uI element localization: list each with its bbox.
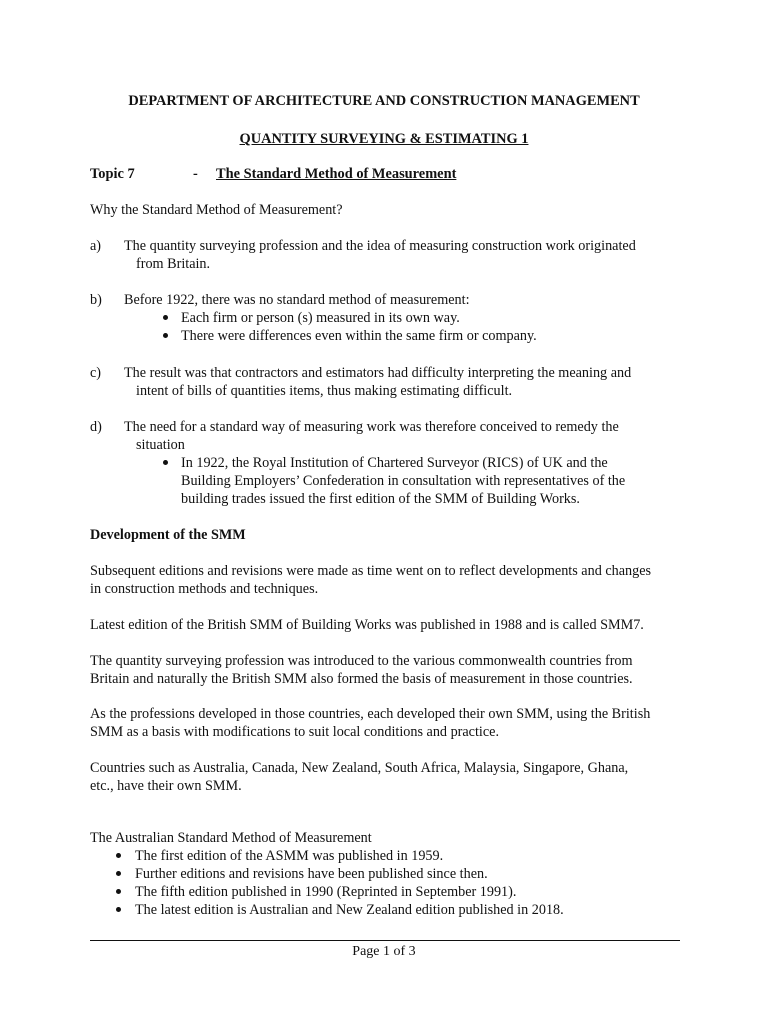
bullet-dot [116,889,121,894]
point-b-bullet-1: Each firm or person (s) measured in its own way. [181,310,460,326]
footer-divider [90,940,680,941]
point-d-line1: The need for a standard way of measuring work was therefore conceived to remedy the [124,419,619,435]
asmm-bullet-1: The first edition of the ASMM was published in 1959. [135,848,444,864]
development-p4-line2: SMM as a basis with modifications to suit local conditions and practice. [90,724,500,740]
page-number: Page 1 of 3 [352,944,416,959]
topic-dash: - [193,166,198,182]
development-heading: Development of the SMM [90,527,246,543]
point-a-line1: The quantity surveying profession and the idea of measuring construction work originated [124,238,636,254]
topic-label: Topic 7 [90,166,135,182]
bullet-dot [163,333,168,338]
bullet-dot [116,907,121,912]
point-a-marker: a) [90,238,102,254]
course-heading: QUANTITY SURVEYING & ESTIMATING 1 [239,131,529,147]
intro-question: Why the Standard Method of Measurement? [90,202,343,218]
development-p2: Latest edition of the British SMM of Building Works was published in 1988 and is called SMM7. [90,617,644,633]
bullet-dot [163,460,168,465]
development-p1-line1: Subsequent editions and revisions were made as time went on to reflect developments and changes [90,563,652,579]
point-d-bullet-line1: In 1922, the Royal Institution of Chartered Surveyor (RICS) of UK and the [181,455,608,471]
development-p3-line2: Britain and naturally the British SMM also formed the basis of measurement in those countries. [90,671,633,687]
topic-title: The Standard Method of Measurement [216,166,457,182]
course-heading-wrap [0,130,768,148]
point-c-marker: c) [90,365,102,381]
development-p3-line1: The quantity surveying profession was introduced to the various commonwealth countries from [90,653,633,669]
bullet-dot [116,853,121,858]
point-d-bullet-line3: building trades issued the first edition of the SMM of Building Works. [181,491,580,507]
development-p4-line1: As the professions developed in those countries, each developed their own SMM, using the British [90,706,651,722]
point-d-line2: situation [136,437,185,453]
point-b-bullet-2: There were differences even within the same firm or company. [181,328,537,344]
asmm-bullet-2: Further editions and revisions have been published since then. [135,866,488,882]
point-b-line1: Before 1922, there was no standard method of measurement: [124,292,470,308]
point-c-line1: The result was that contractors and estimators had difficulty interpreting the meaning and [124,365,632,381]
point-b-marker: b) [90,292,102,308]
asmm-bullet-3: The fifth edition published in 1990 (Reprinted in September 1991). [135,884,517,900]
department-heading: DEPARTMENT OF ARCHITECTURE AND CONSTRUCTION MANAGEMENT [128,93,640,109]
asmm-bullet-4: The latest edition is Australian and New Zealand edition published in 2018. [135,902,564,918]
asmm-heading: The Australian Standard Method of Measurement [90,830,372,846]
development-p5-line1: Countries such as Australia, Canada, New Zealand, South Africa, Malaysia, Singapore, Ghana, [90,760,629,776]
development-p5-line2: etc., have their own SMM. [90,778,242,794]
bullet-dot [116,871,121,876]
point-d-bullet-line2: Building Employers’ Confederation in consultation with representatives of the [181,473,626,489]
bullet-dot [163,315,168,320]
point-a-line2: from Britain. [136,256,211,272]
point-c-line2: intent of bills of quantities items, thus making estimating difficult. [136,383,513,399]
point-d-marker: d) [90,419,102,435]
development-p1-line2: in construction methods and techniques. [90,581,319,597]
